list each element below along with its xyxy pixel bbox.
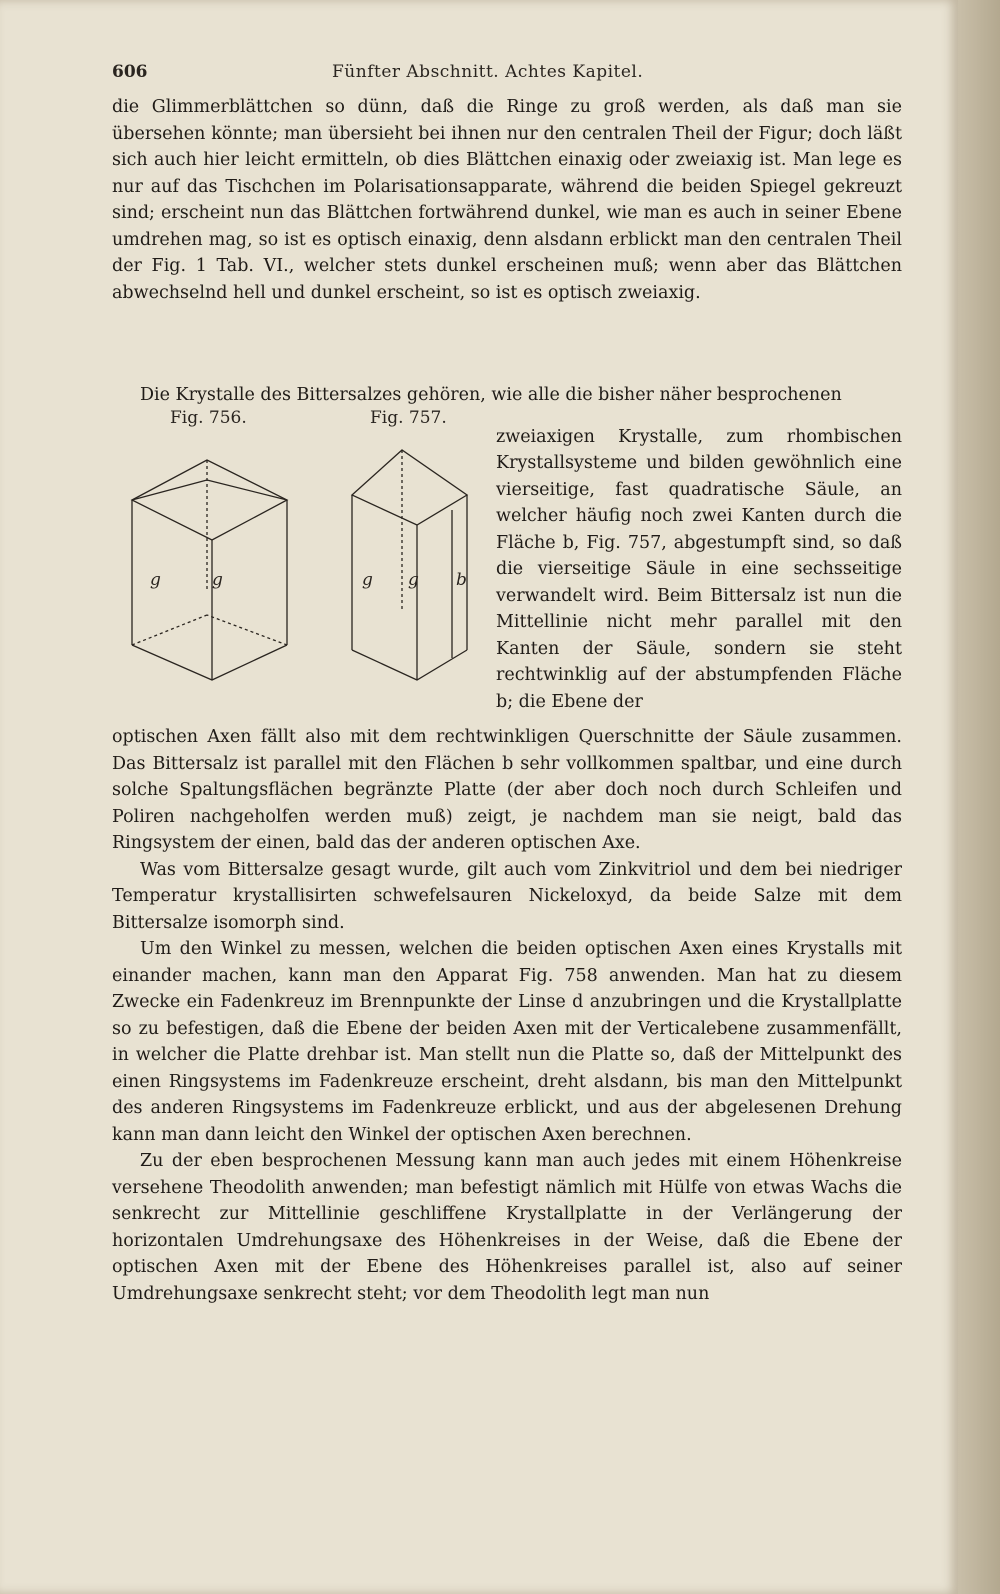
page-header [112, 62, 902, 92]
paragraph-2-end: optischen Axen fällt also mit dem rechtwinkligen Querschnitte der Säule zusammen. Das Bittersalz ist parallel mit den Flächen b sehr vollkommen spaltbar, und eine durch solche Spaltungsflächen begränzte Platte (der aber doch noch durch Schleifen und Poliren nachgeholfen werden muß) zeigt, je nachdem man sie neigt, bald das Ringsystem der einen, bald das der anderen optischen Axe. [112, 727, 902, 853]
book-spine-edge [958, 0, 1000, 1594]
paragraph-2-start: Die Krystalle des Bittersalzes gehören, wie alle die bisher näher besprochenen [140, 385, 842, 405]
fig-757-g-right: g [408, 570, 419, 590]
fig-756-label: Fig. 756. [170, 408, 247, 428]
page-number: 606 [112, 62, 148, 82]
fig-757-g-left: g [362, 570, 373, 590]
paragraph-4: Um den Winkel zu messen, welchen die beiden optischen Axen eines Krystalls mit einander machen, kann man den Apparat Fig. 758 anwenden. Man hat zu diesem Zwecke ein Fadenkreuz im Brennpunkte der Linse d anzubringen und die Krystallplatte so zu befestigen, daß die Ebene der beiden Axen mit der Verticalebene zusammenfällt, in welcher die Platte drehbar ist. Man stellt nun die Platte so, daß der Mittelpunkt des einen Ringsystems im Fadenkreuze erscheint, dreht alsdann, bis man den Mittelpunkt des anderen Ringsystems im Fadenkreuze erblickt, und aus der abgelesenen Drehung kann man dann leicht den Winkel der optischen Axen berechnen. [112, 939, 902, 1145]
running-head: Fünfter Abschnitt. Achtes Kapitel. [332, 62, 644, 82]
text-block-top [112, 94, 902, 306]
paragraph-1: die Glimmerblättchen so dünn, daß die Ringe zu groß werden, als daß man sie übersehen könnte; man übersieht bei ihnen nur den centralen Theil der Figur; doch läßt sich auch hier leicht ermitteln, ob dies Blättchen einaxig oder zweiaxig ist. Man lege es nur auf das Tischchen im Polarisationsapparate, während die beiden Spiegel gekreuzt sind; erscheint nun das Blättchen fortwährend dunkel, wie man es auch in seiner Ebene umdrehen mag, so ist es optisch einaxig, denn alsdann erblickt man den centralen Theil der Fig. 1 Tab. VI., welcher stets dunkel erscheinen muß; wenn aber das Blättchen abwechselnd hell und dunkel erscheint, so ist es optisch zweiaxig. [112, 97, 902, 303]
paragraph-5: Zu der eben besprochenen Messung kann man auch jedes mit einem Höhenkreise versehene Theodolith anwenden; man befestigt nämlich mit Hülfe von etwas Wachs die senkrecht zur Mittellinie geschliffene Krystallplatte in der Verlängerung der horizontalen Umdrehungsaxe des Höhenkreises in der Weise, daß die Ebene der optischen Axen mit der Ebene des Höhenkreises parallel ist, also auf seiner Umdrehungsaxe senkrecht steht; vor dem Theodolith legt man nun [112, 1151, 902, 1304]
crystal-figures [112, 408, 492, 710]
paragraph-2-flow: zweiaxigen Krystalle, zum rhombischen Krystallsysteme und bilden gewöhnlich eine vierseitige, fast quadratische Säule, an welcher häufig noch zwei Kanten durch die Fläche b, Fig. 757, abgestumpft sind, so daß die vierseitige Säule in eine sechsseitige verwandelt wird. Beim Bittersalz ist nun die Mittellinie nicht mehr parallel mit den Kanten der Säule, sondern sie steht rechtwinklig auf der abstumpfenden Fläche b; die Ebene der [496, 426, 902, 712]
fig-757-b-label: b [456, 570, 467, 590]
fig-757-label: Fig. 757. [370, 408, 447, 428]
paragraph-3: Was vom Bittersalze gesagt wurde, gilt auch vom Zinkvitriol und dem bei niedriger Temperatur krystallisirten schwefelsauren Nickeloxyd, da beide Salze mit dem Bittersalze isomorph sind. [112, 859, 902, 933]
text-block-bottom [112, 724, 902, 1307]
fig-757-crystal [352, 450, 467, 680]
crystal-drawings [112, 430, 492, 710]
text-block-krystalle-intro [112, 382, 902, 409]
fig-756-g-right: g [212, 570, 223, 590]
text-beside-figures [496, 406, 902, 733]
fig-756-g-left: g [150, 570, 161, 590]
